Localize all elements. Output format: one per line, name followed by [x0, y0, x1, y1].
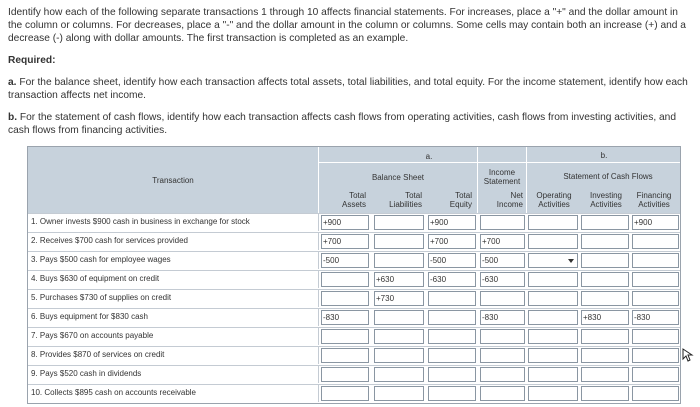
cell-financing[interactable]	[632, 291, 679, 306]
table-row	[28, 308, 680, 327]
cell-total-assets[interactable]	[321, 367, 369, 382]
transaction-label: 1. Owner invests $900 cash in business in exchange for stock	[31, 217, 250, 226]
transaction-cell	[28, 233, 319, 250]
table-header	[28, 147, 680, 213]
col-financing-2: Activities	[638, 200, 670, 209]
cell-total-equity[interactable]	[428, 310, 476, 325]
cell-total-assets[interactable]	[321, 272, 369, 287]
table-row	[28, 270, 680, 289]
balance-sheet-header: Balance Sheet	[371, 173, 425, 182]
cell-financing[interactable]: +900	[632, 215, 679, 230]
transaction-label: 3. Pays $500 cash for employee wages	[31, 255, 171, 264]
cell-operating[interactable]	[528, 348, 578, 363]
cell-total-liabilities[interactable]: +630	[374, 272, 424, 287]
transaction-label: 7. Pays $670 on accounts payable	[31, 331, 154, 340]
cell-investing[interactable]: +830	[581, 310, 629, 325]
cell-investing[interactable]	[581, 348, 629, 363]
cell-investing[interactable]	[581, 291, 629, 306]
col-operating-1: Operating	[536, 191, 572, 200]
col-operating	[528, 191, 580, 209]
table-row	[28, 289, 680, 308]
instructions-intro: Identify how each of the following separate transactions 1 through 10 affects financial statements. For increases, place a "+" and the dollar amount in the column or columns. For decreases, place a "-" and the dollar amount in the column or columns. Some cells may contain both an increase (+) and a decrease (-) along with dollar amounts. The first transaction is completed as an example.	[8, 7, 686, 44]
cell-operating[interactable]	[528, 329, 578, 344]
table-row	[28, 251, 680, 270]
income-statement-header-1: Income	[488, 168, 516, 177]
cell-total-equity[interactable]: -500	[428, 253, 476, 268]
cell-net-income[interactable]	[480, 367, 525, 382]
cell-financing[interactable]: -830	[632, 310, 679, 325]
cell-financing[interactable]	[632, 367, 679, 382]
cell-total-liabilities[interactable]	[374, 329, 424, 344]
transaction-header: Transaction	[152, 176, 194, 185]
cell-total-assets[interactable]	[321, 348, 369, 363]
cell-total-assets[interactable]: +700	[321, 234, 369, 249]
required-title: Required:	[8, 55, 56, 66]
cell-total-equity[interactable]: -630	[428, 272, 476, 287]
cell-financing[interactable]	[632, 386, 679, 401]
table-row	[28, 213, 680, 232]
table-row	[28, 384, 680, 403]
cell-net-income[interactable]: -500	[480, 253, 525, 268]
transaction-label: 9. Pays $520 cash in dividends	[31, 369, 142, 378]
col-total-liabilities-2: Liabilities	[389, 200, 422, 209]
part-b-label: b.	[600, 151, 608, 160]
cell-net-income[interactable]	[480, 291, 525, 306]
transaction-cell	[28, 385, 319, 402]
cell-operating[interactable]	[528, 367, 578, 382]
cell-net-income[interactable]	[480, 329, 525, 344]
cell-net-income[interactable]	[480, 348, 525, 363]
cell-total-liabilities[interactable]: +730	[374, 291, 424, 306]
col-total-equity-1: Total	[455, 191, 472, 200]
cell-total-liabilities[interactable]	[374, 253, 424, 268]
cell-total-equity[interactable]	[428, 367, 476, 382]
col-net-income-1: Net	[510, 191, 523, 200]
transaction-cell	[28, 366, 319, 383]
cell-financing[interactable]	[632, 253, 679, 268]
transaction-cell	[28, 271, 319, 288]
cell-total-assets[interactable]: -500	[321, 253, 369, 268]
col-total-assets	[322, 191, 366, 209]
cell-total-liabilities[interactable]	[374, 234, 424, 249]
col-total-liabilities-1: Total	[405, 191, 422, 200]
cell-financing[interactable]	[632, 329, 679, 344]
cash-flows-header: Statement of Cash Flows	[563, 172, 653, 181]
cell-total-assets[interactable]	[321, 329, 369, 344]
col-investing	[581, 191, 631, 209]
col-net-income	[479, 191, 523, 209]
col-investing-1: Investing	[589, 191, 623, 200]
cell-total-assets[interactable]	[321, 291, 369, 306]
transaction-label: 6. Buys equipment for $830 cash	[31, 312, 148, 321]
transaction-label: 8. Provides $870 of services on credit	[31, 350, 165, 359]
cell-net-income[interactable]	[480, 386, 525, 401]
cell-investing[interactable]	[581, 329, 629, 344]
requirement-a-letter: a.	[8, 77, 17, 88]
cell-net-income[interactable]: +700	[480, 234, 525, 249]
cell-operating[interactable]	[528, 386, 578, 401]
cell-financing[interactable]	[632, 272, 679, 287]
col-operating-2: Activities	[538, 200, 570, 209]
cell-total-liabilities[interactable]	[374, 215, 424, 230]
cell-financing[interactable]	[632, 348, 679, 363]
cell-operating[interactable]	[528, 215, 578, 230]
cell-total-liabilities[interactable]	[374, 367, 424, 382]
transaction-cell	[28, 290, 319, 307]
transaction-label: 10. Collects $895 cash on accounts receivable	[31, 388, 196, 397]
col-net-income-2: Income	[496, 200, 523, 209]
table-row	[28, 346, 680, 365]
cell-operating[interactable]	[528, 234, 578, 249]
cell-total-equity[interactable]	[428, 386, 476, 401]
col-total-assets-1: Total	[349, 191, 366, 200]
table-body	[28, 213, 680, 403]
cell-total-liabilities[interactable]	[374, 310, 424, 325]
cell-financing[interactable]	[632, 234, 679, 249]
cell-operating[interactable]	[528, 291, 578, 306]
cell-operating[interactable]	[528, 272, 578, 287]
cell-total-equity[interactable]	[428, 348, 476, 363]
transaction-label: 5. Purchases $730 of supplies on credit	[31, 293, 172, 302]
cell-total-equity[interactable]: +900	[428, 215, 476, 230]
transaction-cell	[28, 214, 319, 231]
cell-investing[interactable]	[581, 234, 629, 249]
instructions	[8, 6, 692, 146]
table-row	[28, 232, 680, 251]
transaction-label: 2. Receives $700 cash for services provided	[31, 236, 188, 245]
transaction-cell	[28, 309, 319, 326]
cell-total-assets[interactable]: +900	[321, 215, 369, 230]
cursor-icon	[682, 348, 694, 362]
cell-investing[interactable]	[581, 386, 629, 401]
cell-net-income[interactable]: -630	[480, 272, 525, 287]
cell-total-assets[interactable]	[321, 386, 369, 401]
requirement-b	[8, 111, 692, 137]
part-a-label: a.	[425, 152, 433, 161]
cell-net-income[interactable]	[480, 215, 525, 230]
income-statement-header	[478, 168, 526, 186]
cell-investing[interactable]	[581, 215, 629, 230]
cell-net-income[interactable]: -830	[480, 310, 525, 325]
requirement-b-letter: b.	[8, 112, 18, 123]
cell-total-equity[interactable]: +700	[428, 234, 476, 249]
col-total-equity-2: Equity	[449, 200, 472, 209]
cell-total-equity[interactable]	[428, 329, 476, 344]
cell-total-liabilities[interactable]	[374, 386, 424, 401]
cell-investing[interactable]	[581, 272, 629, 287]
chevron-down-icon[interactable]	[568, 259, 574, 263]
requirement-a	[8, 76, 692, 102]
col-total-assets-2: Assets	[341, 200, 366, 209]
col-investing-2: Activities	[590, 200, 622, 209]
income-statement-header-2: Statement	[483, 177, 521, 186]
cell-investing[interactable]	[581, 253, 629, 268]
transaction-cell	[28, 328, 319, 345]
cell-total-assets[interactable]: -830	[321, 310, 369, 325]
cell-operating[interactable]	[528, 310, 578, 325]
col-financing	[629, 191, 679, 209]
cell-investing[interactable]	[581, 367, 629, 382]
cell-total-liabilities[interactable]	[374, 348, 424, 363]
col-financing-1: Financing	[636, 191, 672, 200]
requirement-a-text: For the balance sheet, identify how each transaction affects total assets, total liabilities, and total equity. For the income statement, identify how each transaction affects net income.	[8, 77, 688, 101]
requirement-b-text: For the statement of cash flows, identify how each transaction affects cash flows from operating activities, cash flows from investing activities, and cash flows from financing activities.	[8, 112, 676, 136]
transaction-label: 4. Buys $630 of equipment on credit	[31, 274, 160, 283]
table-row	[28, 327, 680, 346]
col-total-equity	[428, 191, 472, 209]
transaction-cell	[28, 252, 319, 269]
cell-total-equity[interactable]	[428, 291, 476, 306]
col-total-liabilities	[374, 191, 422, 209]
table-row	[28, 365, 680, 384]
transaction-cell	[28, 347, 319, 364]
transactions-table	[27, 146, 681, 404]
